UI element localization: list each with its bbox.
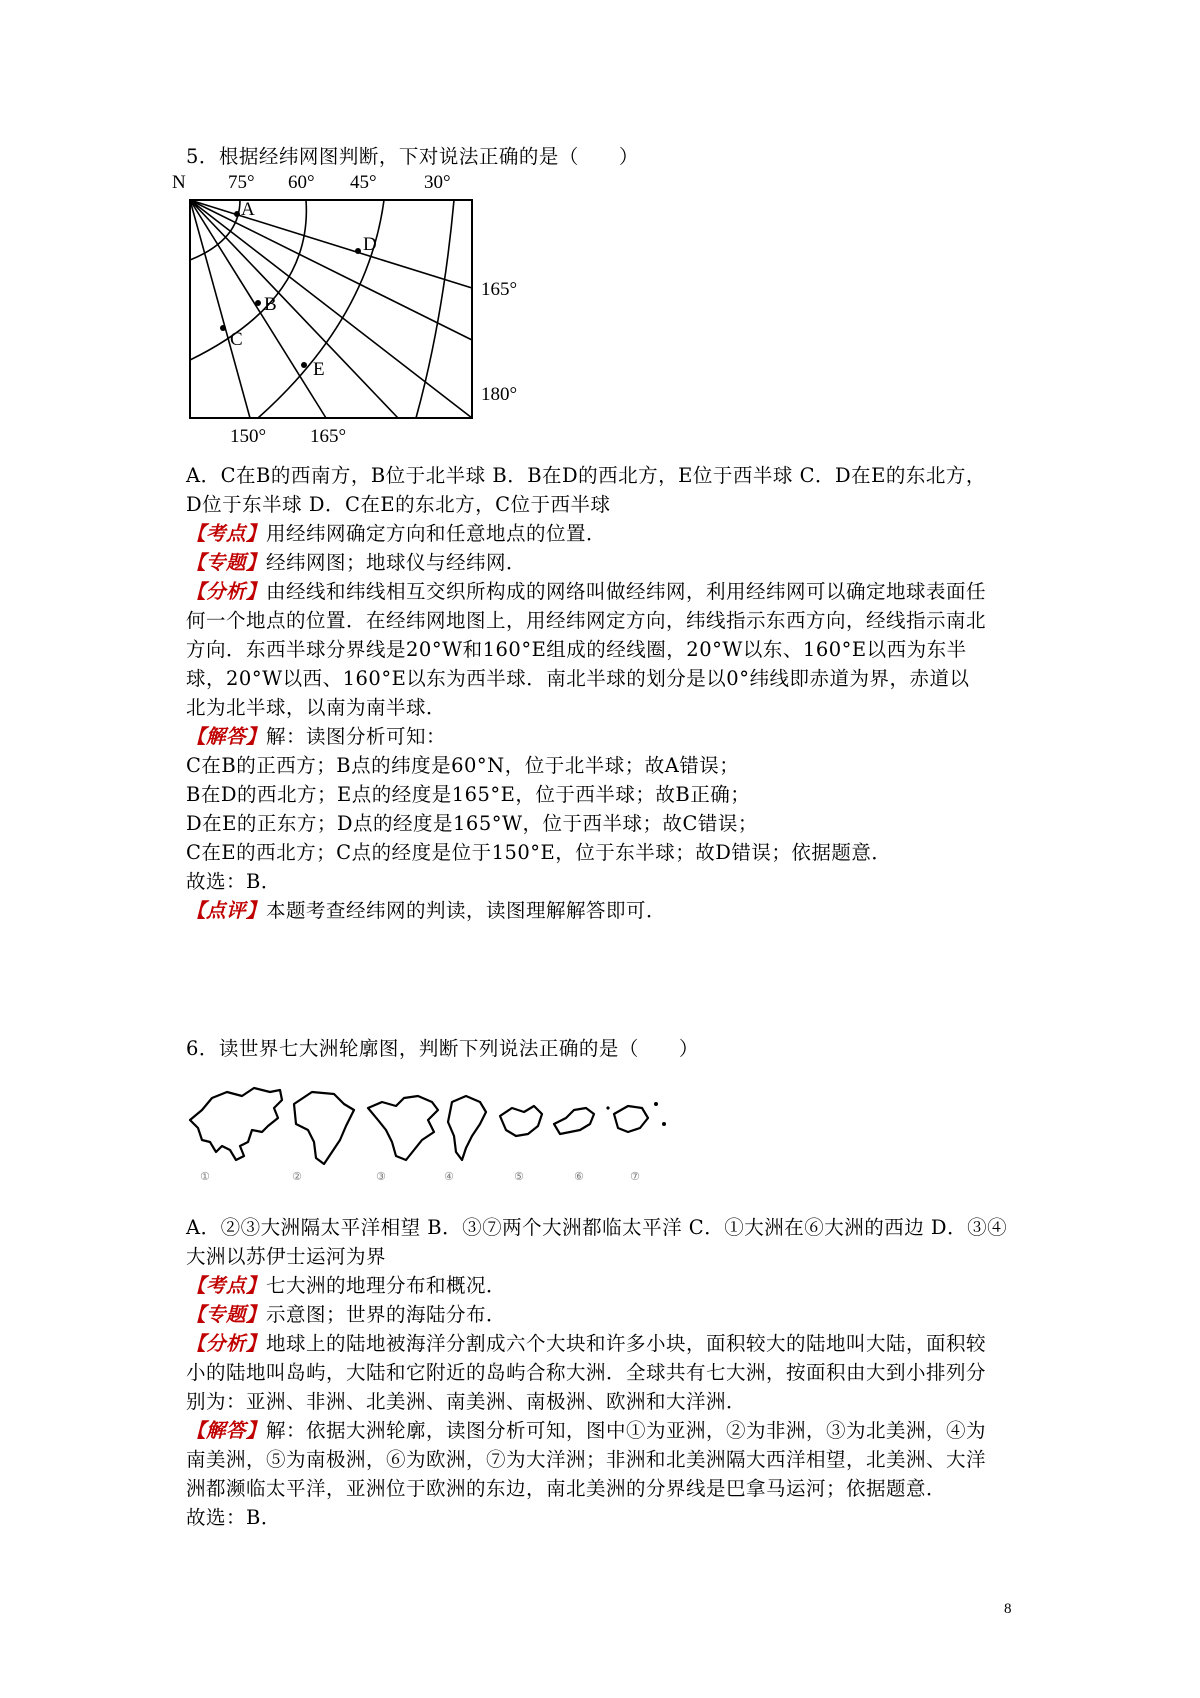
q6-jieda-4: 故选：B． bbox=[186, 1506, 281, 1529]
label-45: 45° bbox=[350, 172, 377, 193]
num-4: ④ bbox=[444, 1170, 454, 1183]
q5-options-2: D位于东半球 D．C在E的东北方，C位于西半球 bbox=[186, 493, 611, 516]
q6-jieda-3: 洲都濒临太平洋，亚洲位于欧洲的东边，南北美洲的分界线是巴拿马运河；依据题意． bbox=[186, 1477, 947, 1500]
q5-options-1: A．C在B的西南方，B位于北半球 B．B在D的西北方，E位于西半球 C．D在E的东北方， bbox=[186, 464, 986, 487]
q5-jieda-2: C在B的正西方；B点的纬度是60°N，位于北半球；故A错误； bbox=[186, 754, 740, 777]
label-b165: 165° bbox=[310, 426, 347, 447]
south-america-outline bbox=[448, 1096, 486, 1160]
q5-stem: 5．根据经纬网图判断，下对说法正确的是（ ） bbox=[186, 145, 639, 168]
q5-jieda-1: 【解答】解：读图分析可知： bbox=[186, 725, 447, 748]
q5-jieda-3: B在D的西北方；E点的经度是165°E，位于西半球；故B正确； bbox=[186, 783, 751, 806]
q6-fenxi-2: 小的陆地叫岛屿，大陆和它附近的岛屿合称大洲．全球共有七大洲，按面积由大到小排列分 bbox=[186, 1361, 987, 1384]
label-r165: 165° bbox=[481, 279, 518, 300]
point-e bbox=[301, 362, 307, 368]
num-7: ⑦ bbox=[630, 1170, 640, 1183]
q6-jieda-2: 南美洲，⑤为南极洲，⑥为欧洲，⑦为大洋洲；非洲和北美洲隔大西洋相望，北美洲、大洋 bbox=[186, 1448, 987, 1471]
q6-options-1: A．②③大洲隔太平洋相望 B．③⑦两个大洲都临太平洋 C．①大洲在⑥大洲的西边 D．③④ bbox=[186, 1216, 1008, 1239]
q5-zhuanti: 【专题】经纬网图；地球仪与经纬网． bbox=[186, 551, 527, 574]
africa-outline bbox=[294, 1092, 354, 1164]
label-d: D bbox=[363, 234, 377, 255]
num-1: ① bbox=[200, 1170, 210, 1183]
europe-outline bbox=[554, 1108, 594, 1134]
q5-jieda-5: C在E的西北方；C点的经度是位于150°E，位于东半球；故D错误；依据题意． bbox=[186, 841, 892, 864]
asia-outline bbox=[190, 1088, 282, 1160]
parallel-60 bbox=[190, 200, 306, 360]
q6-jieda-1: 【解答】解：依据大洲轮廓，读图分析可知，图中①为亚洲，②为非洲，③为北美洲，④为 bbox=[186, 1419, 987, 1442]
lat-long-grid-figure bbox=[172, 172, 563, 455]
meridian-180 bbox=[190, 200, 472, 418]
num-2: ② bbox=[292, 1170, 302, 1183]
parallel-45 bbox=[258, 200, 384, 418]
q5-dianping: 【点评】本题考查经纬网的判读，读图理解解答即可． bbox=[186, 899, 667, 922]
label-b150: 150° bbox=[230, 426, 267, 447]
q5-fenxi-2: 何一个地点的位置．在经纬网地图上，用经纬网定方向，纬线指示东西方向，经线指示南北 bbox=[186, 609, 987, 632]
q6-kaodian: 【考点】七大洲的地理分布和概况． bbox=[186, 1274, 507, 1297]
label-n: N bbox=[172, 172, 186, 193]
label-a: A bbox=[241, 199, 255, 220]
north-america-outline bbox=[368, 1096, 438, 1160]
label-r180: 180° bbox=[481, 384, 518, 405]
oceania-outline bbox=[614, 1106, 648, 1132]
antarctica-outline bbox=[500, 1106, 542, 1136]
q6-fenxi-1: 【分析】地球上的陆地被海洋分割成六个大块和许多小块，面积较大的陆地叫大陆，面积较 bbox=[186, 1332, 987, 1355]
label-30: 30° bbox=[424, 172, 451, 193]
meridian-165b bbox=[190, 200, 326, 418]
q6-zhuanti: 【专题】示意图；世界的海陆分布． bbox=[186, 1303, 507, 1326]
num-3: ③ bbox=[376, 1170, 386, 1183]
q6-fenxi-3: 别为：亚洲、非洲、北美洲、南美洲、南极洲、欧洲和大洋洲． bbox=[186, 1390, 747, 1413]
label-b: B bbox=[264, 294, 277, 315]
num-5: ⑤ bbox=[514, 1170, 524, 1183]
q6-options-2: 大洲以苏伊士运河为界 bbox=[186, 1245, 387, 1268]
q5-kaodian: 【考点】用经纬网确定方向和任意地点的位置． bbox=[186, 522, 607, 545]
q6-stem: 6．读世界七大洲轮廓图，判断下列说法正确的是（ ） bbox=[186, 1037, 699, 1060]
point-c bbox=[220, 325, 226, 331]
parallel-30 bbox=[416, 200, 454, 418]
label-c: C bbox=[230, 329, 243, 350]
label-60: 60° bbox=[288, 172, 315, 193]
label-e: E bbox=[313, 359, 325, 380]
q5-fenxi-4: 球，20°W以西、160°E以东为西半球．南北半球的划分是以0°纬线即赤道为界，赤道以 bbox=[186, 667, 970, 690]
point-b bbox=[255, 300, 261, 306]
point-a bbox=[234, 211, 240, 217]
q5-jieda-4: D在E的正东方；D点的经度是165°W，位于西半球；故C错误； bbox=[186, 812, 758, 835]
num-6: ⑥ bbox=[574, 1170, 584, 1183]
label-75: 75° bbox=[228, 172, 255, 193]
q5-jieda-6: 故选：B． bbox=[186, 870, 281, 893]
point-d bbox=[355, 248, 361, 254]
continents-outline-figure bbox=[182, 1080, 722, 1185]
q5-fenxi-5: 北为北半球，以南为南半球． bbox=[186, 696, 447, 719]
meridian-150 bbox=[190, 200, 250, 418]
q5-fenxi-3: 方向．东西半球分界线是20°W和160°E组成的经线圈，20°W以东、160°E以西为东半 bbox=[186, 638, 967, 661]
q5-fenxi-1: 【分析】由经线和纬线相互交织所构成的网络叫做经纬网，利用经纬网可以确定地球表面任 bbox=[186, 580, 987, 603]
page-number: 8 bbox=[1004, 1601, 1012, 1617]
